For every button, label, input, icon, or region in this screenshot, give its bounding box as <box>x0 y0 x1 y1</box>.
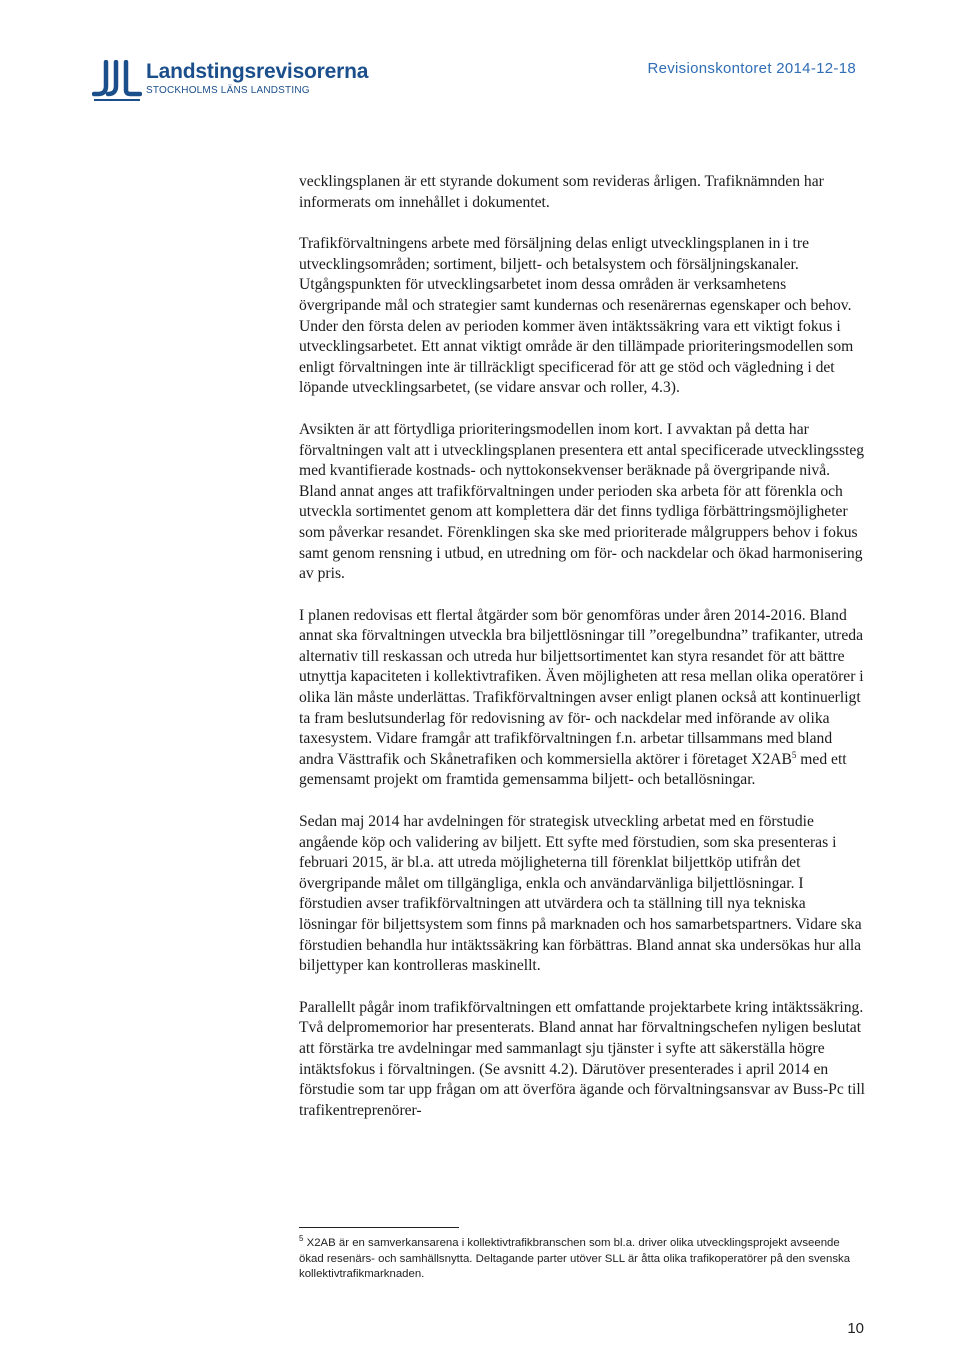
paragraph-4-tail: med ett gemensamt projekt om framtida gemensamma biljett- och betallösningar. <box>299 750 847 789</box>
header-office-date: Revisionskontoret 2014-12-18 <box>647 60 856 77</box>
paragraph-6: Parallellt pågår inom trafikförvaltningen ett omfattande projektarbete kring intäktssäkring. Två delpromemorior har presenterats. Bland annat har förvaltningschefen nyligen beslutat att förstärka tre avdelningar med sammanlagt sju tjänster i syfte att säkerställa högre intäktsfokus i förvaltningen. (Se avsnitt 4.2). Därutöver presenterades i april 2014 en förstudie som tar upp frågan om att överföra ägande och förvaltningsansvar av Buss-Pc till trafikentreprenörer- <box>299 998 865 1119</box>
footnote-ref: 5 <box>791 749 797 760</box>
footnote-text: X2AB är en samverkansarena i kollektivtrafikbranschen som bl.a. driver olika utvecklingsprojekt avseende ökad resenärs- och samhällsnytta. Deltagande parter utöver SLL är åtta olika trafikoperatörer på den svenska kollektivtrafikmarknaden. <box>299 1237 851 1280</box>
org-subtitle: STOCKHOLMS LÄNS LANDSTING <box>146 85 310 96</box>
logo-text <box>146 60 368 97</box>
paragraph-2: Trafikförvaltningens arbete med försäljning delas enligt utvecklingsplanen in i tre utvecklingsområden; sortiment, biljett- och betalsystem och försäljningskanaler. Utgångspunkten för utvecklingsarbetet inom dessa områden är verksamhetens övergripande mål och strategier samt kundernas och resenärernas egenskaper och behov. Under den första delen av perioden kommer även intäktssäkring vara ett viktigt fokus i utvecklingsarbetet. Ett annat viktigt område är den tillämpade prioriteringsmodellen som enligt förvaltningen inte är tillräckligt specificerad för att ge stöd och vägledning i det löpande utvecklingsarbetet, (se vidare ansvar och roller, 4.3). <box>299 235 854 397</box>
paragraph-4-text: I planen redovisas ett flertal åtgärder som bör genomföras under åren 2014-2016. Bland annat ska förvaltningen utveckla bra biljettlösningar till ”oregelbundna” trafikanter, utreda alternativ till reskassan och utreda hur biljettsortimentet kan styra resandet för att bättre utnyttja kapaciteten i kollektivtrafiken. Även möjligheten att resa mellan olika operatörer i olika län måste underlättas. Trafikförvaltningen avser enligt planen också att kontinuerligt ta fram beslutsunderlag för redovisning av för- och nackdelar med införande av olika taxesystem. Vidare framgår att trafikförvaltningen f.n. arbetar tillsammans med bland andra Västtrafik och Skånetrafiken och kommersiella aktörer i företaget X2AB <box>299 606 864 768</box>
footnote-divider <box>299 1227 459 1228</box>
page-number: 10 <box>847 1320 864 1337</box>
paragraph-3: Avsikten är att förtydliga prioriteringsmodellen inom kort. I avvaktan på detta har förvaltningen valt att i utvecklingsplanen presentera ett antal specificerade utvecklingssteg med kvantifierade kostnads- och nyttokonsekvenser beräknade på övergripande nivå. Bland annat anges att trafikförvaltningen under perioden ska arbeta för att förenkla och utveckla sortimentet genom att komplettera där det finns tydliga förbättringsmöjligheter som påverkar resandet. Förenklingen ska ske med prioriterade målgruppers behov i fokus samt genom rensning i utbud, en utredning om för- och nackdelar och ökad harmonisering av pris. <box>299 420 865 583</box>
landstinget-logo-icon <box>92 60 142 104</box>
paragraph-5: Sedan maj 2014 har avdelningen för strategisk utveckling arbetat med en förstudie angående köp och validering av biljett. Ett syfte med förstudien, som ska presenteras i februari 2015, är bl.a. att utreda möjligheterna till förenklat biljettköp utifrån det övergripande målet om tillgängliga, enkla och användarvänliga biljettlösningar. I förstudien avser trafikförvaltningen att utvärdera och ta ställning till nya tekniska lösningar för biljettsystem som finns på marknaden och hos samarbetspartners. Vidare ska förstudien behandla hur intäktssäkring kan förbättras. Bland annat ska undersökas hur alla biljettyper kan kontrolleras maskinellt. <box>299 813 862 975</box>
body-text <box>299 172 865 1142</box>
paragraph-1: vecklingsplanen är ett styrande dokument som revideras årligen. Trafiknämnden har informerats om innehållet i dokumentet. <box>299 173 824 211</box>
footnote-marker: 5 <box>299 1234 304 1244</box>
org-name: Landstingsrevisorerna <box>146 60 369 83</box>
header-logo <box>92 60 368 104</box>
paragraph-4 <box>299 606 865 791</box>
footnote <box>299 1236 865 1283</box>
